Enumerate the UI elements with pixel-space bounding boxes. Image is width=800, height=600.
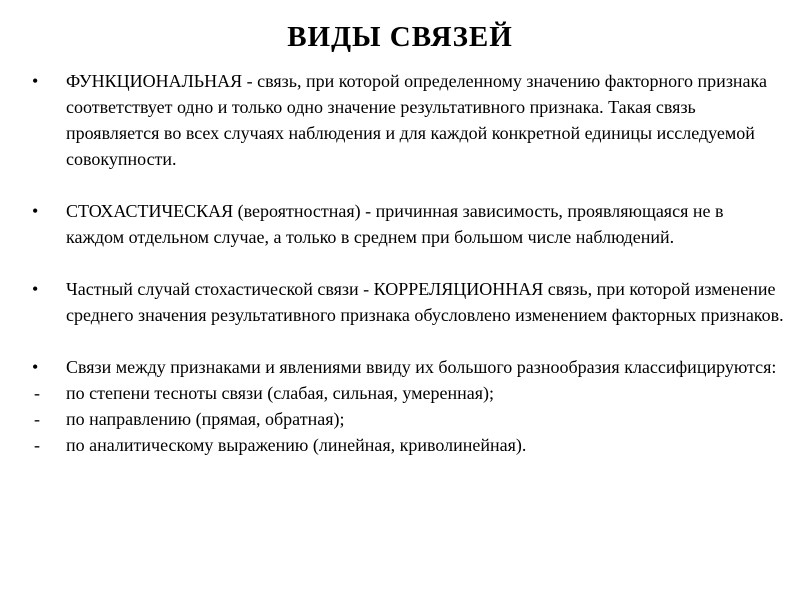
sub-item-text: по направлению (прямая, обратная); [66, 409, 345, 429]
bullet-marker: • [32, 279, 39, 299]
bullet-marker: • [32, 71, 39, 91]
bullet-text: Частный случай стохастической связи - КОРРЕЛЯЦИОННАЯ связь, при которой изменение среднего значения результативного признака обусловлено изменением факторных признаков. [66, 279, 784, 325]
slide-title: ВИДЫ СВЯЗЕЙ [287, 21, 513, 53]
sub-item-closeness [0, 380, 786, 406]
bullet-classification [0, 354, 786, 380]
bullet-correlation [0, 276, 786, 328]
dash-marker: - [34, 383, 40, 403]
bullet-text: ФУНКЦИОНАЛЬНАЯ - связь, при которой определенному значению факторного признака соответствует одно и только одно значение результативного признака. Такая связь проявляется во всех случаях наблюдения и для каждой конкретной единицы исследуемой совокупности. [66, 71, 768, 169]
slide-body [0, 68, 800, 458]
sub-item-text: по аналитическому выражению (линейная, криволинейная). [66, 435, 527, 455]
bullet-marker: • [32, 357, 39, 377]
sub-item-analytic [0, 432, 786, 458]
dash-marker: - [34, 409, 40, 429]
spacer [0, 172, 800, 198]
bullet-text: Связи между признаками и явлениями ввиду их большого разнообразия классифицируются: [66, 357, 777, 377]
spacer [0, 250, 800, 276]
sub-item-text: по степени тесноты связи (слабая, сильная, умеренная); [66, 383, 495, 403]
spacer [0, 328, 800, 354]
bullet-marker: • [32, 201, 39, 221]
dash-marker: - [34, 435, 40, 455]
sub-item-direction [0, 406, 786, 432]
bullet-stochastic [0, 198, 786, 250]
bullet-text: СТОХАСТИЧЕСКАЯ (вероятностная) - причинная зависимость, проявляющаяся не в каждом отдельном случае, а только в среднем при большом числе наблюдений. [66, 201, 724, 247]
bullet-functional [0, 68, 786, 172]
